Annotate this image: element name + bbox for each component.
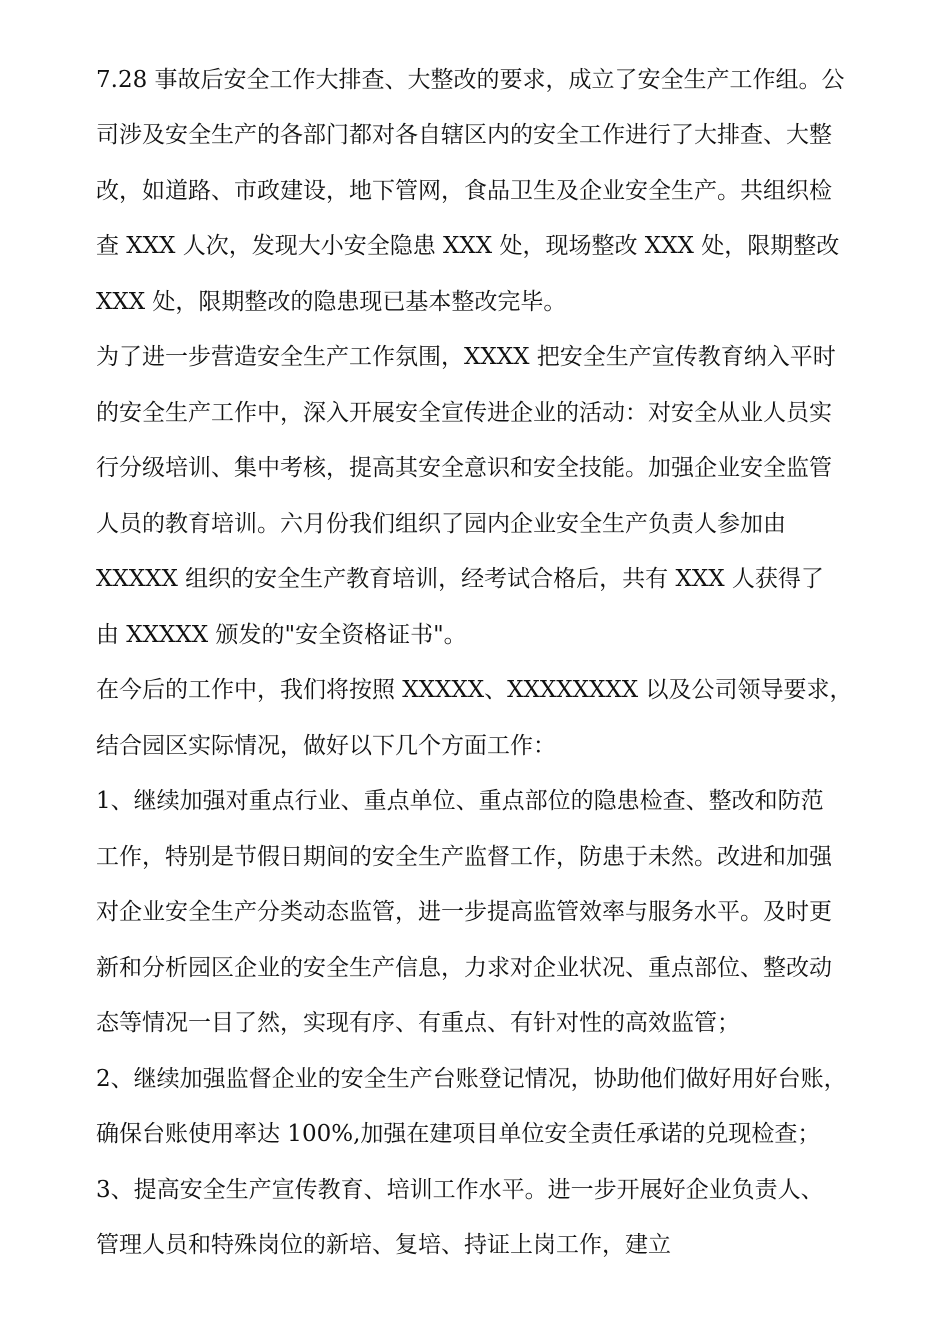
- text-line-15: 工作，特别是节假日期间的安全生产监督工作，防患于未然。改进和加强: [96, 844, 832, 870]
- text-line-5: XXX 处，限期整改的隐患现已基本整改完毕。: [96, 289, 567, 315]
- text-line-22: 管理人员和特殊岗位的新培、复培、持证上岗工作，建立: [96, 1232, 671, 1258]
- text-line-13: 结合园区实际情况，做好以下几个方面工作：: [96, 733, 556, 759]
- text-line-7: 的安全生产工作中，深入开展安全宣传进企业的活动：对安全从业人员实: [96, 400, 832, 426]
- text-line-16: 对企业安全生产分类动态监管，进一步提高监管效率与服务水平。及时更: [96, 899, 832, 925]
- text-line-12: 在今后的工作中，我们将按照 XXXXX、XXXXXXXX 以及公司领导要求，: [96, 677, 853, 703]
- text-line-8: 行分级培训、集中考核，提高其安全意识和安全技能。加强企业安全监管: [96, 455, 832, 481]
- text-line-21: 3、提高安全生产宣传教育、培训工作水平。进一步开展好企业负责人、: [96, 1177, 824, 1203]
- text-line-19: 2、继续加强监督企业的安全生产台账登记情况，协助他们做好用好台账，: [96, 1066, 847, 1092]
- text-line-9: 人员的教育培训。六月份我们组织了园内企业安全生产负责人参加由: [96, 511, 786, 537]
- text-line-14: 1、继续加强对重点行业、重点单位、重点部位的隐患检查、整改和防范: [96, 788, 824, 814]
- text-line-11: 由 XXXXX 颁发的"安全资格证书"。: [96, 622, 467, 648]
- text-line-6: 为了进一步营造安全生产工作氛围，XXXX 把安全生产宣传教育纳入平时: [96, 344, 836, 370]
- text-line-2: 司涉及安全生产的各部门都对各自辖区内的安全工作进行了大排查、大整: [96, 122, 832, 148]
- text-line-18: 态等情况一目了然，实现有序、有重点、有针对性的高效监管；: [96, 1010, 740, 1036]
- text-line-20: 确保台账使用率达 100%,加强在建项目单位安全责任承诺的兑现检查；: [96, 1121, 821, 1147]
- text-line-4: 查 XXX 人次，发现大小安全隐患 XXX 处，现场整改 XXX 处，限期整改: [96, 233, 840, 259]
- text-line-3: 改，如道路、市政建设，地下管网，食品卫生及企业安全生产。共组织检: [96, 178, 832, 204]
- text-line-17: 新和分析园区企业的安全生产信息，力求对企业状况、重点部位、整改动: [96, 955, 832, 981]
- text-line-1: 7.28 事故后安全工作大排查、大整改的要求，成立了安全生产工作组。公: [96, 67, 845, 93]
- text-line-10: XXXXX 组织的安全生产教育培训，经考试合格后，共有 XXX 人获得了: [96, 566, 824, 592]
